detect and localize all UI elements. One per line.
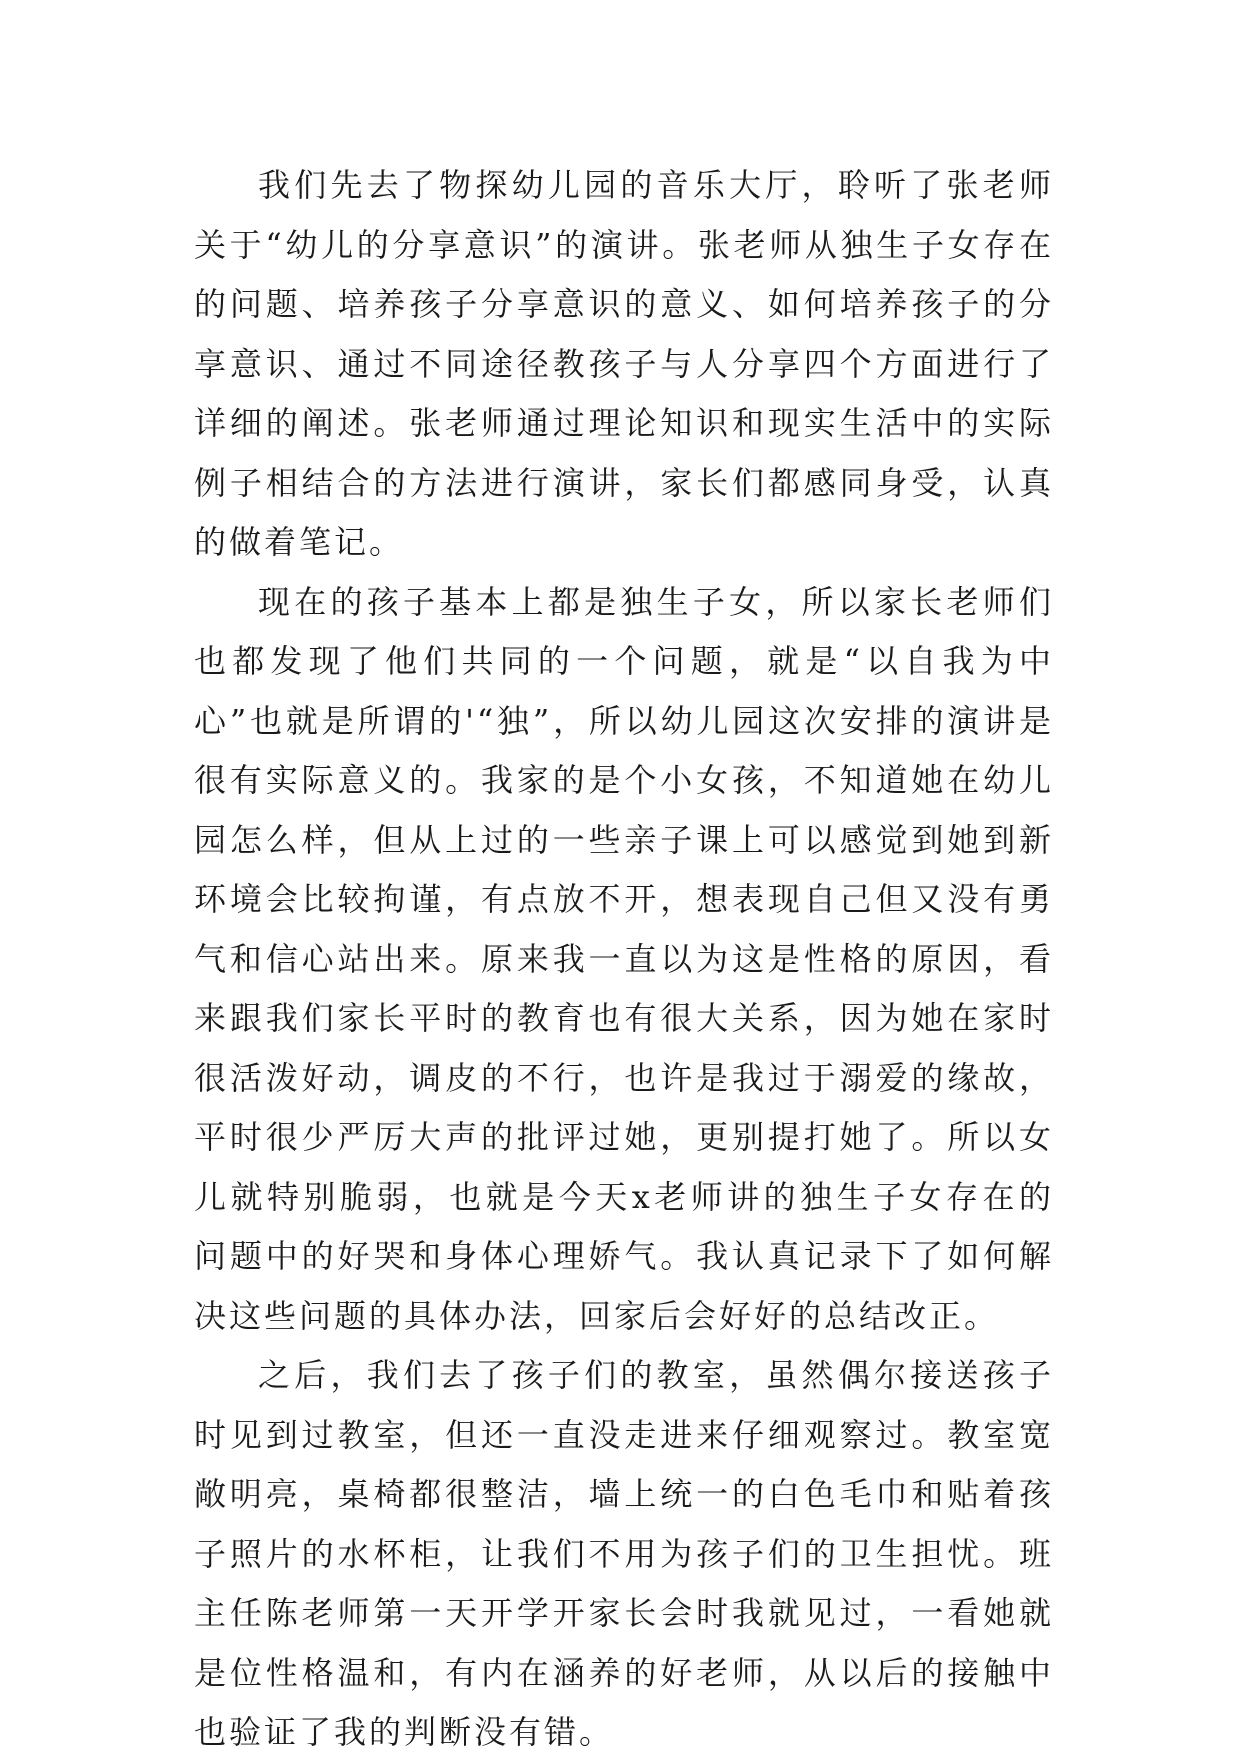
paragraph-2: 现在的孩子基本上都是独生子女，所以家长老师们也都发现了他们共同的一个问题，就是“以自我为中心”也就是所谓的'“独”，所以幼儿园这次安排的演讲是很有实际意义的。我家的是个小女孩，不知道她在幼儿园怎么样，但从上过的一些亲子课上可以感觉到她到新环境会比较拘谨，有点放不开，想表现自己但又没有勇气和信心站出来。原来我一直以为这是性格的原因，看来跟我们家长平时的教育也有很大关系，因为她在家时很活泼好动，调皮的不行，也许是我过于溺爱的缘故，平时很少严厉大声的批评过她，更别提打她了。所以女儿就特别脆弱，也就是今天x老师讲的独生子女存在的问题中的好哭和身体心理娇气。我认真记录下了如何解决这些问题的具体办法，回家后会好好的总结改正。 — [194, 582, 1054, 1335]
document-body — [194, 156, 1054, 1763]
paragraph-1: 我们先去了物探幼儿园的音乐大厅，聆听了张老师关于“幼儿的分享意识”的演讲。张老师从独生子女存在的问题、培养孩子分享意识的意义、如何培养孩子的分享意识、通过不同途径教孩子与人分享四个方面进行了详细的阐述。张老师通过理论知识和现实生活中的实际例子相结合的方法进行演讲，家长们都感同身受，认真的做着笔记。 — [194, 166, 1054, 561]
paragraph-3: 之后，我们去了孩子们的教室，虽然偶尔接送孩子时见到过教室，但还一直没走进来仔细观察过。教室宽敞明亮，桌椅都很整洁，墙上统一的白色毛巾和贴着孩子照片的水杯柜，让我们不用为孩子们的卫生担忧。班主任陈老师第一天开学开家长会时我就见过，一看她就是位性格温和，有内在涵养的好老师，从以后的接触中也验证了我的判断没有错。 — [194, 1356, 1054, 1751]
